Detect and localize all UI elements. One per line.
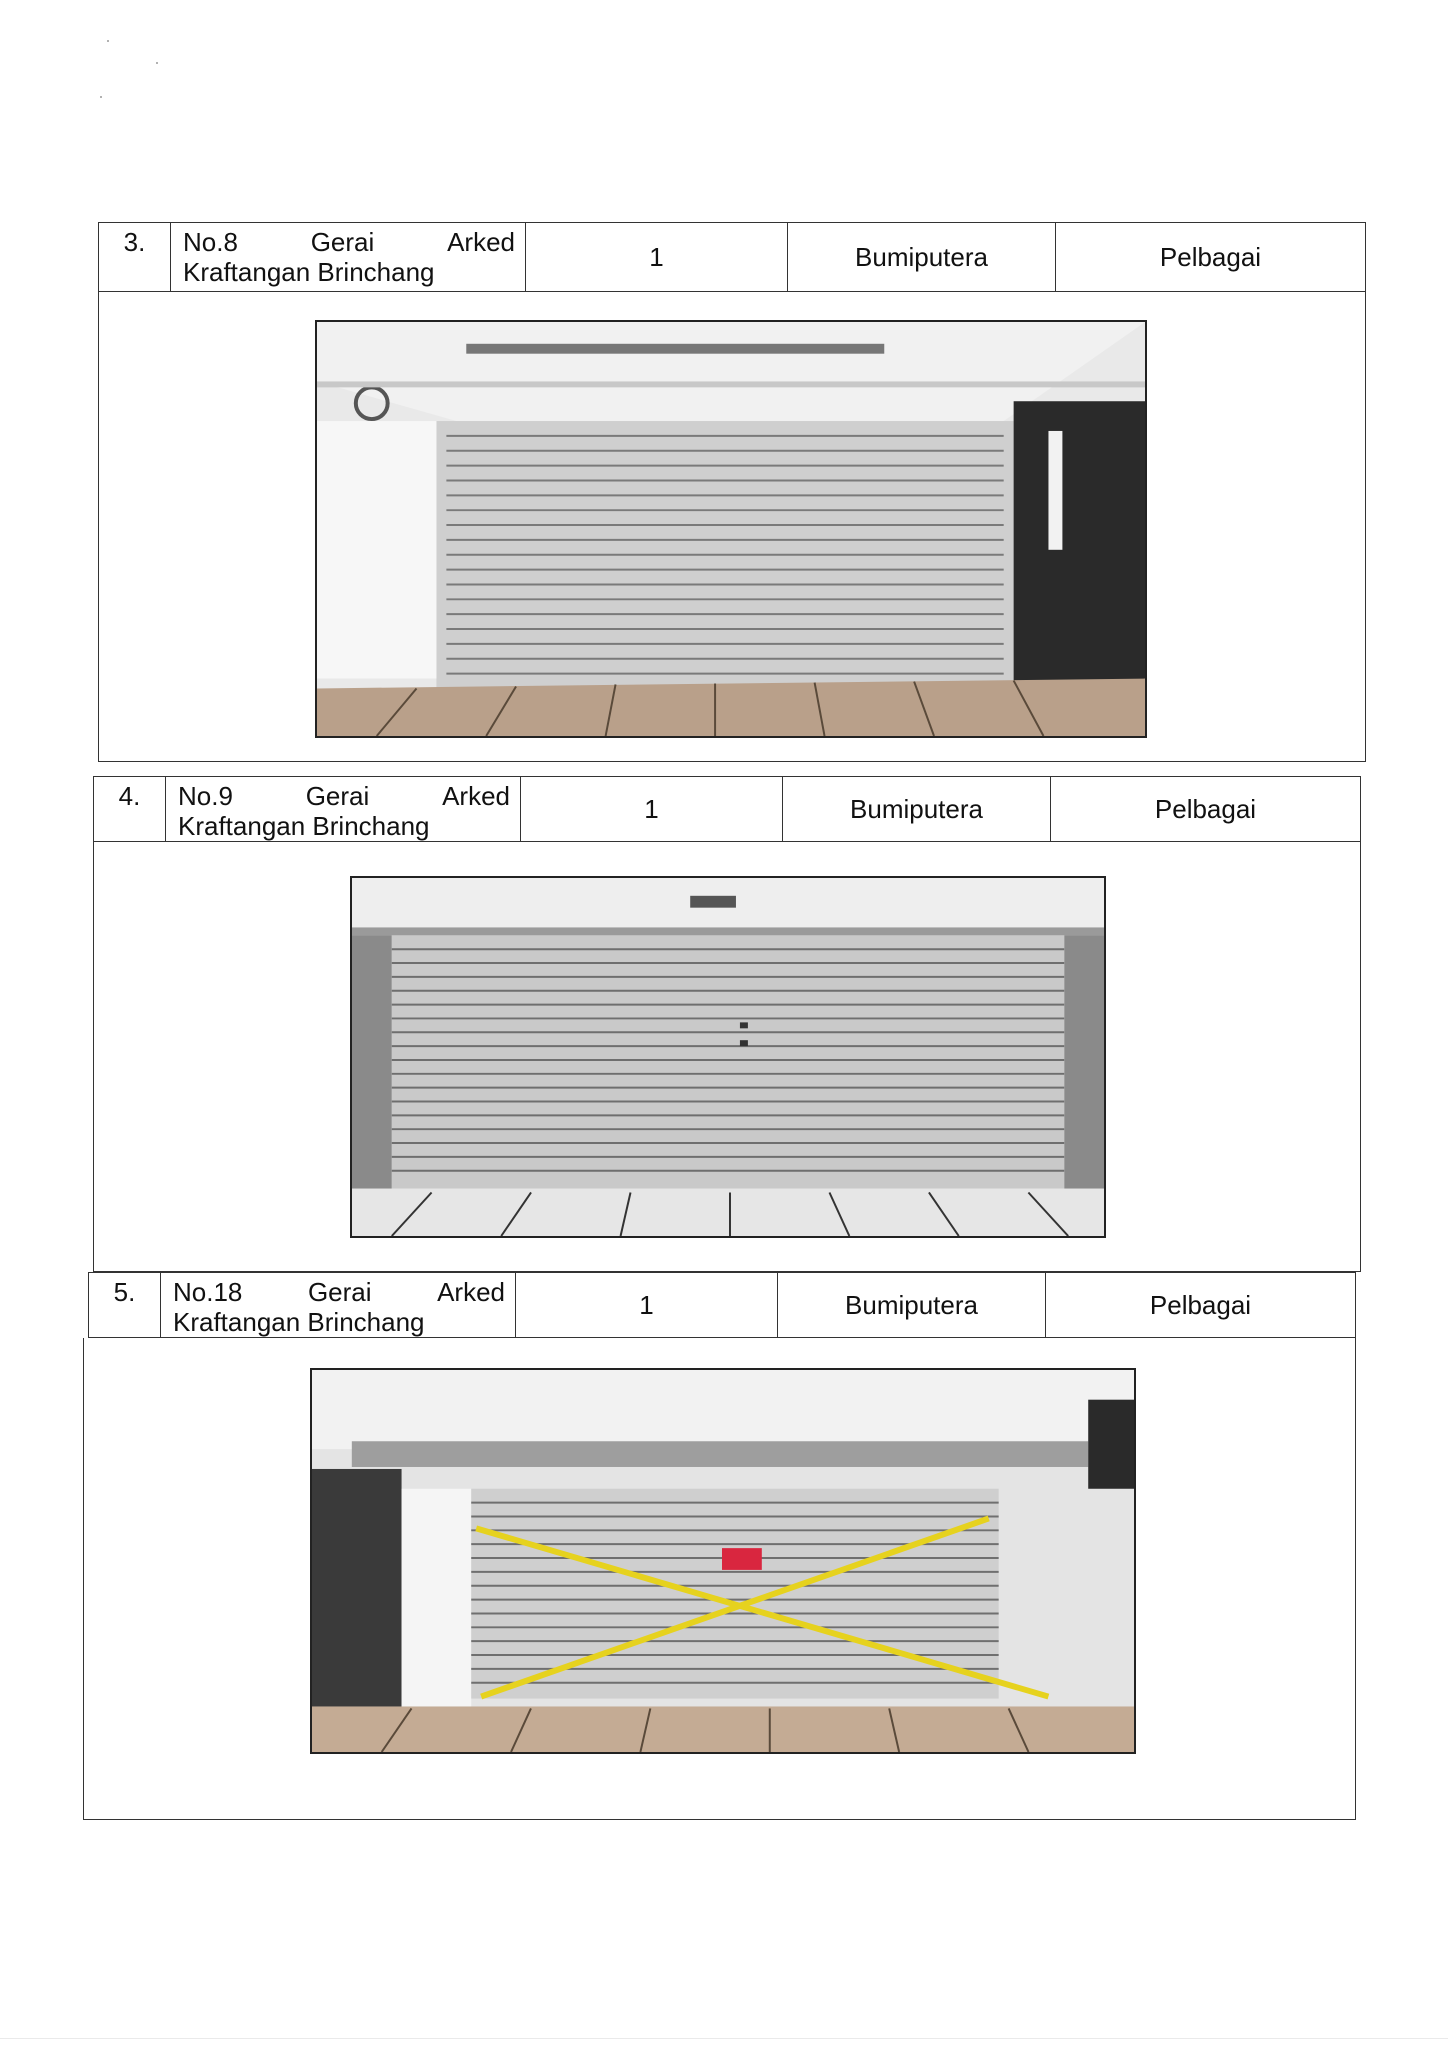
shop-photo bbox=[315, 320, 1147, 738]
entry-type: Pelbagai bbox=[1159, 241, 1262, 272]
shutter-illustration bbox=[317, 322, 1145, 736]
location-word: No.8 bbox=[183, 227, 238, 257]
shop-photo bbox=[310, 1368, 1136, 1754]
scan-speck bbox=[156, 62, 158, 64]
scan-speck bbox=[107, 40, 109, 42]
entry-header-row bbox=[98, 222, 1366, 292]
entry-number: 4. bbox=[94, 777, 166, 841]
entry-quantity: 1 bbox=[526, 223, 788, 291]
entry-type: Pelbagai bbox=[1149, 1289, 1252, 1320]
shutter-illustration bbox=[312, 1370, 1134, 1752]
location-line2: Kraftangan Brinchang bbox=[173, 1307, 425, 1337]
entry-location bbox=[166, 777, 521, 841]
location-word: Gerai bbox=[307, 1277, 372, 1307]
entry-category: Bumiputera bbox=[783, 777, 1051, 841]
shop-photo bbox=[350, 876, 1106, 1238]
shutter-illustration bbox=[352, 878, 1104, 1236]
entry-type: Pelbagai bbox=[1154, 793, 1257, 824]
entry-number: 5. bbox=[89, 1273, 161, 1337]
location-word: No.18 bbox=[173, 1277, 243, 1307]
location-word: Arked bbox=[442, 781, 510, 811]
entry-location bbox=[161, 1273, 516, 1337]
entry-quantity: 1 bbox=[516, 1273, 778, 1337]
entry-header-row bbox=[93, 776, 1361, 842]
location-line2: Kraftangan Brinchang bbox=[183, 257, 435, 287]
scan-edge bbox=[0, 2038, 1448, 2039]
entry-category: Bumiputera bbox=[788, 223, 1056, 291]
entry-header-row bbox=[88, 1272, 1356, 1338]
location-word: Gerai bbox=[305, 781, 370, 811]
entry-category: Bumiputera bbox=[778, 1273, 1046, 1337]
entry-location bbox=[171, 223, 526, 291]
location-word: Gerai bbox=[310, 227, 375, 257]
entry-quantity: 1 bbox=[521, 777, 783, 841]
location-line2: Kraftangan Brinchang bbox=[178, 811, 430, 841]
location-word: Arked bbox=[437, 1277, 505, 1307]
scan-speck bbox=[100, 96, 102, 98]
entry-number: 3. bbox=[99, 223, 171, 291]
location-word: Arked bbox=[447, 227, 515, 257]
location-word: No.9 bbox=[178, 781, 233, 811]
